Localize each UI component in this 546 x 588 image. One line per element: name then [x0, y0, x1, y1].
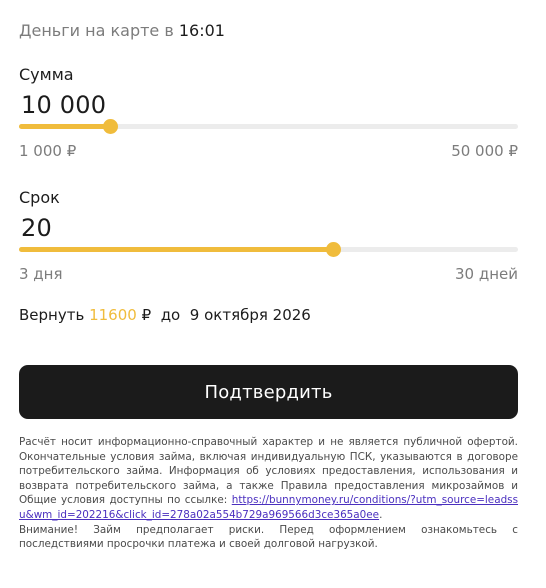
repay-date: 9 октября 2026 — [189, 306, 311, 324]
term-slider[interactable] — [19, 247, 518, 252]
disclaimer-info — [19, 435, 518, 523]
term-slider-fill — [19, 247, 333, 252]
amount-slider-thumb[interactable] — [103, 119, 118, 134]
confirm-button[interactable]: Подтвердить — [19, 365, 518, 419]
header-prefix: Деньги на карте в — [19, 21, 174, 40]
amount-max-label: 50 000 ₽ — [451, 142, 518, 160]
term-label: Срок — [19, 188, 60, 207]
term-min-label: 3 дня — [19, 265, 63, 283]
amount-min-label: 1 000 ₽ — [19, 142, 77, 160]
conditions-link[interactable]: https://bunnymoney.ru/conditions/?utm_source=leadssu&wm_id=202216&click_id=278a02a554b729a969566d3ce365a0ee — [19, 494, 518, 521]
disclaimer-text: Расчёт носит информационно-справочный характер и не является публичной офертой. Окончательные условия займа, включая индивидуальную ПСК, указываются в договоре потребительского займа. Информация об условиях предоставления, использования и возврата потребительского займа, а также Правила предоставления микрозаймов и Общие условия доступны по ссылке: — [19, 436, 518, 507]
amount-slider-fill — [19, 124, 111, 129]
repay-prefix: Вернуть — [19, 306, 85, 324]
term-value: 20 — [21, 214, 52, 242]
amount-slider[interactable] — [19, 124, 518, 129]
amount-value: 10 000 — [21, 91, 107, 119]
disclaimer-after-link: . — [379, 508, 383, 521]
disclaimer-warning: Внимание! Займ предполагает риски. Перед оформлением ознакомьтесь с последствиями просрочки платежа и своей долговой нагрузкой. — [19, 523, 518, 551]
repay-summary — [19, 305, 311, 325]
header-cash-time — [19, 20, 225, 42]
repay-currency: ₽ — [141, 306, 152, 324]
term-max-label: 30 дней — [454, 265, 518, 283]
repay-until: до — [160, 306, 181, 324]
header-time: 16:01 — [178, 21, 225, 40]
disclaimer — [19, 435, 518, 552]
term-slider-thumb[interactable] — [326, 242, 341, 257]
amount-label: Сумма — [19, 65, 74, 84]
repay-amount: 11600 — [89, 306, 137, 324]
